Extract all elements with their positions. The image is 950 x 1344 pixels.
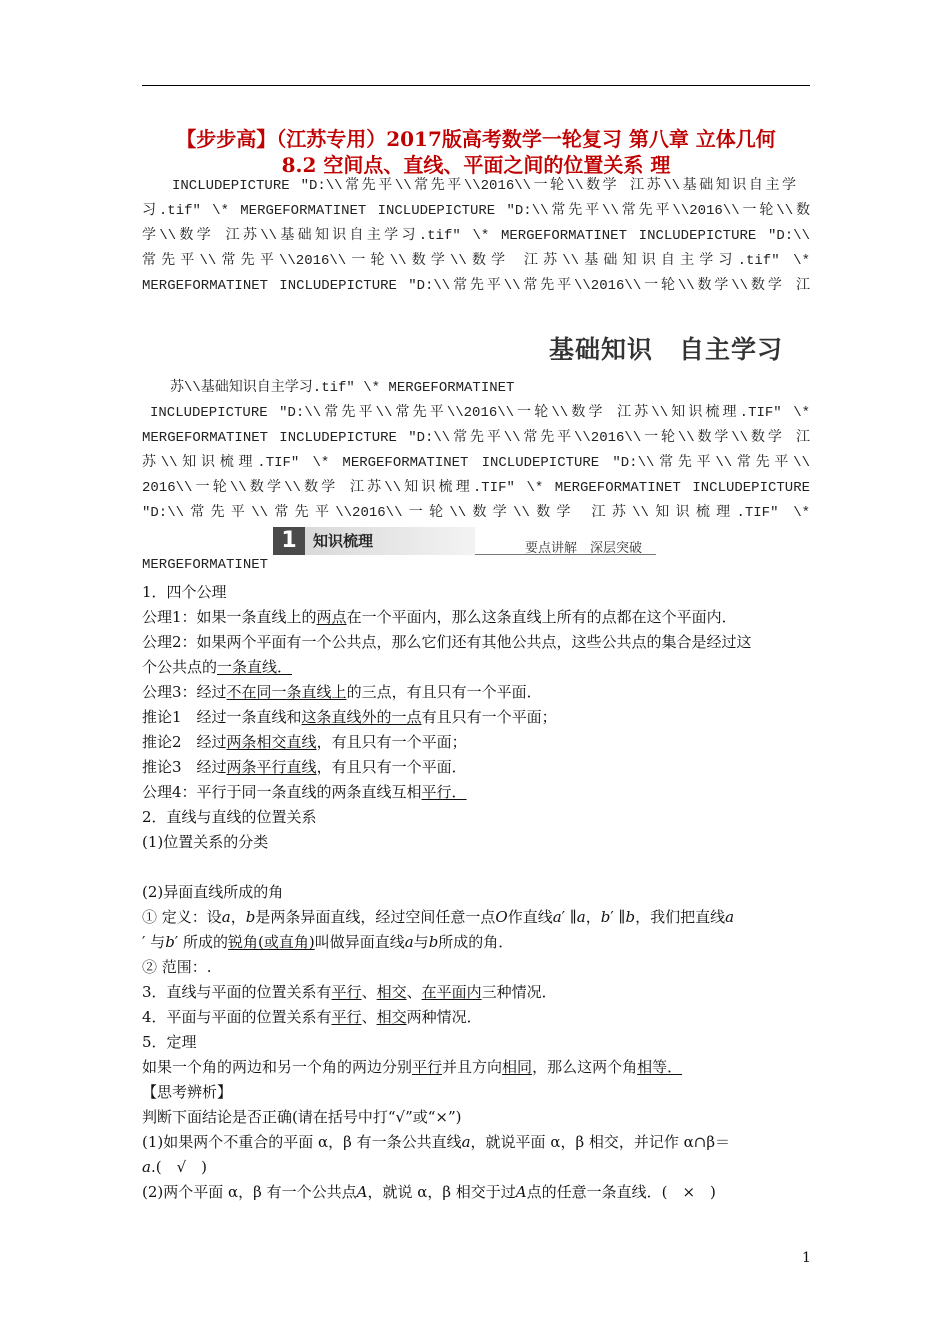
doc-title-line1: 【步步高】（江苏专用）2017版高考数学一轮复习 第八章 立体几何 (176, 127, 776, 151)
section-banner (273, 527, 656, 557)
inference-1: 推论1 经过一条直线和这条直线外的一点有且只有一个平面； (142, 708, 557, 726)
fieldcode-line: "D:\\常先平\\常先平\\2016\\一轮\\数学\\数学 江苏\\知识梳理.TIF" \* (142, 505, 810, 521)
definition-line2: ′ 与b′ 所成的锐角(或直角)叫做异面直线a与b所成的角． (142, 933, 514, 951)
fieldcode-line: 常先平\\常先平\\2016\\一轮\\数学\\数学 江苏\\基础知识自主学习.tif" \* (142, 253, 810, 269)
inference-2: 推论2 经过两条相交直线，有且只有一个平面； (142, 733, 467, 751)
definition-line1: ① 定义：设a，b是两条异面直线，经过空间任意一点O作直线a′ ∥a，b′ ∥b，我们把直线a (142, 908, 735, 926)
fieldcode-line: MERGEFORMATINET INCLUDEPICTURE "D:\\常先平\\常先平\\2016\\一轮\\数学\\数学 江 (142, 430, 810, 446)
heading-line-line: 2．直线与直线的位置关系 (142, 808, 317, 826)
axiom-1: 公理1：如果一条直线上的两点在一个平面内，那么这条直线上所有的点都在这个平面内． (142, 608, 737, 626)
fieldcode-line: INCLUDEPICTURE "D:\\常先平\\常先平\\2016\\一轮\\数学 江苏\\基础知识自主学 (172, 178, 796, 194)
banner-number: 1 (273, 527, 305, 555)
theorem-text: 如果一个角的两边和另一个角的两边分别平行并且方向相同，那么这两个角相等． (142, 1058, 683, 1076)
banner-label: 知识梳理 (305, 527, 475, 555)
fieldcode-line: 习.tif" \* MERGEFORMATINET INCLUDEPICTURE "D:\\常先平\\常先平\\2016\\一轮\\数 (142, 203, 810, 219)
fieldcode-line: 2016\\一轮\\数学\\数学 江苏\\知识梳理.TIF" \* MERGEFORMATINET INCLUDEPICTURE (142, 480, 810, 496)
axiom-4: 公理4：平行于同一条直线的两条直线互相平行． (142, 783, 467, 801)
subheading-classification: (1)位置关系的分类 (142, 833, 269, 851)
heading-theorem: 5．定理 (142, 1033, 197, 1051)
banner-subtitle: 要点讲解 深层突破 (525, 541, 643, 556)
plane-plane-relation: 4．平面与平面的位置关系有平行、相交两种情况． (142, 1008, 482, 1026)
range-line: ② 范围：. (142, 958, 212, 976)
fieldcode-line: 苏\\知识梳理.TIF" \* MERGEFORMATINET INCLUDEPICTURE "D:\\常先平\\常先平\\ (142, 455, 810, 471)
question-1-line2: a.( √ ) (142, 1158, 207, 1176)
think-heading: 【思考辨析】 (142, 1083, 233, 1101)
section-heading: 基础知识 自主学习 (549, 335, 784, 364)
fieldcode-line: 苏\\基础知识自主学习.tif" \* MERGEFORMATINET (170, 380, 515, 396)
subheading-skew-angle: (2)异面直线所成的角 (142, 883, 284, 901)
line-plane-relation: 3．直线与平面的位置关系有平行、相交、在平面内三种情况． (142, 983, 557, 1001)
question-2: (2)两个平面 α，β 有一个公共点A，就说 α，β 相交于过A点的任意一条直线．( × ) (142, 1183, 716, 1201)
page-number: 1 (802, 1250, 811, 1266)
header-rule (142, 85, 810, 86)
axiom-3: 公理3：经过不在同一条直线上的三点，有且只有一个平面． (142, 683, 542, 701)
question-1-line1: (1)如果两个不重合的平面 α，β 有一条公共直线a，就说平面 α，β 相交，并记作 α∩β＝ (142, 1133, 731, 1151)
axiom-2-line2: 个公共点的一条直线． (142, 658, 293, 676)
fieldcode-line: MERGEFORMATINET (142, 557, 269, 573)
judge-instruction: 判断下面结论是否正确(请在括号中打“√”或“×”) (142, 1108, 462, 1126)
axiom-2-line1: 公理2：如果两个平面有一个公共点，那么它们还有其他公共点，这些公共点的集合是经过这 (142, 633, 752, 651)
fieldcode-line: INCLUDEPICTURE "D:\\常先平\\常先平\\2016\\一轮\\数学 江苏\\知识梳理.TIF" \* (150, 405, 810, 421)
fieldcode-line: MERGEFORMATINET INCLUDEPICTURE "D:\\常先平\\常先平\\2016\\一轮\\数学\\数学 江 (142, 278, 810, 294)
doc-title-line2: 8.2 空间点、直线、平面之间的位置关系 理 (281, 153, 671, 177)
heading-four-axioms: 1．四个公理 (142, 583, 227, 601)
fieldcode-line: 学\\数学 江苏\\基础知识自主学习.tif" \* MERGEFORMATINET INCLUDEPICTURE "D:\\ (142, 228, 810, 244)
inference-3: 推论3 经过两条平行直线，有且只有一个平面． (142, 758, 467, 776)
